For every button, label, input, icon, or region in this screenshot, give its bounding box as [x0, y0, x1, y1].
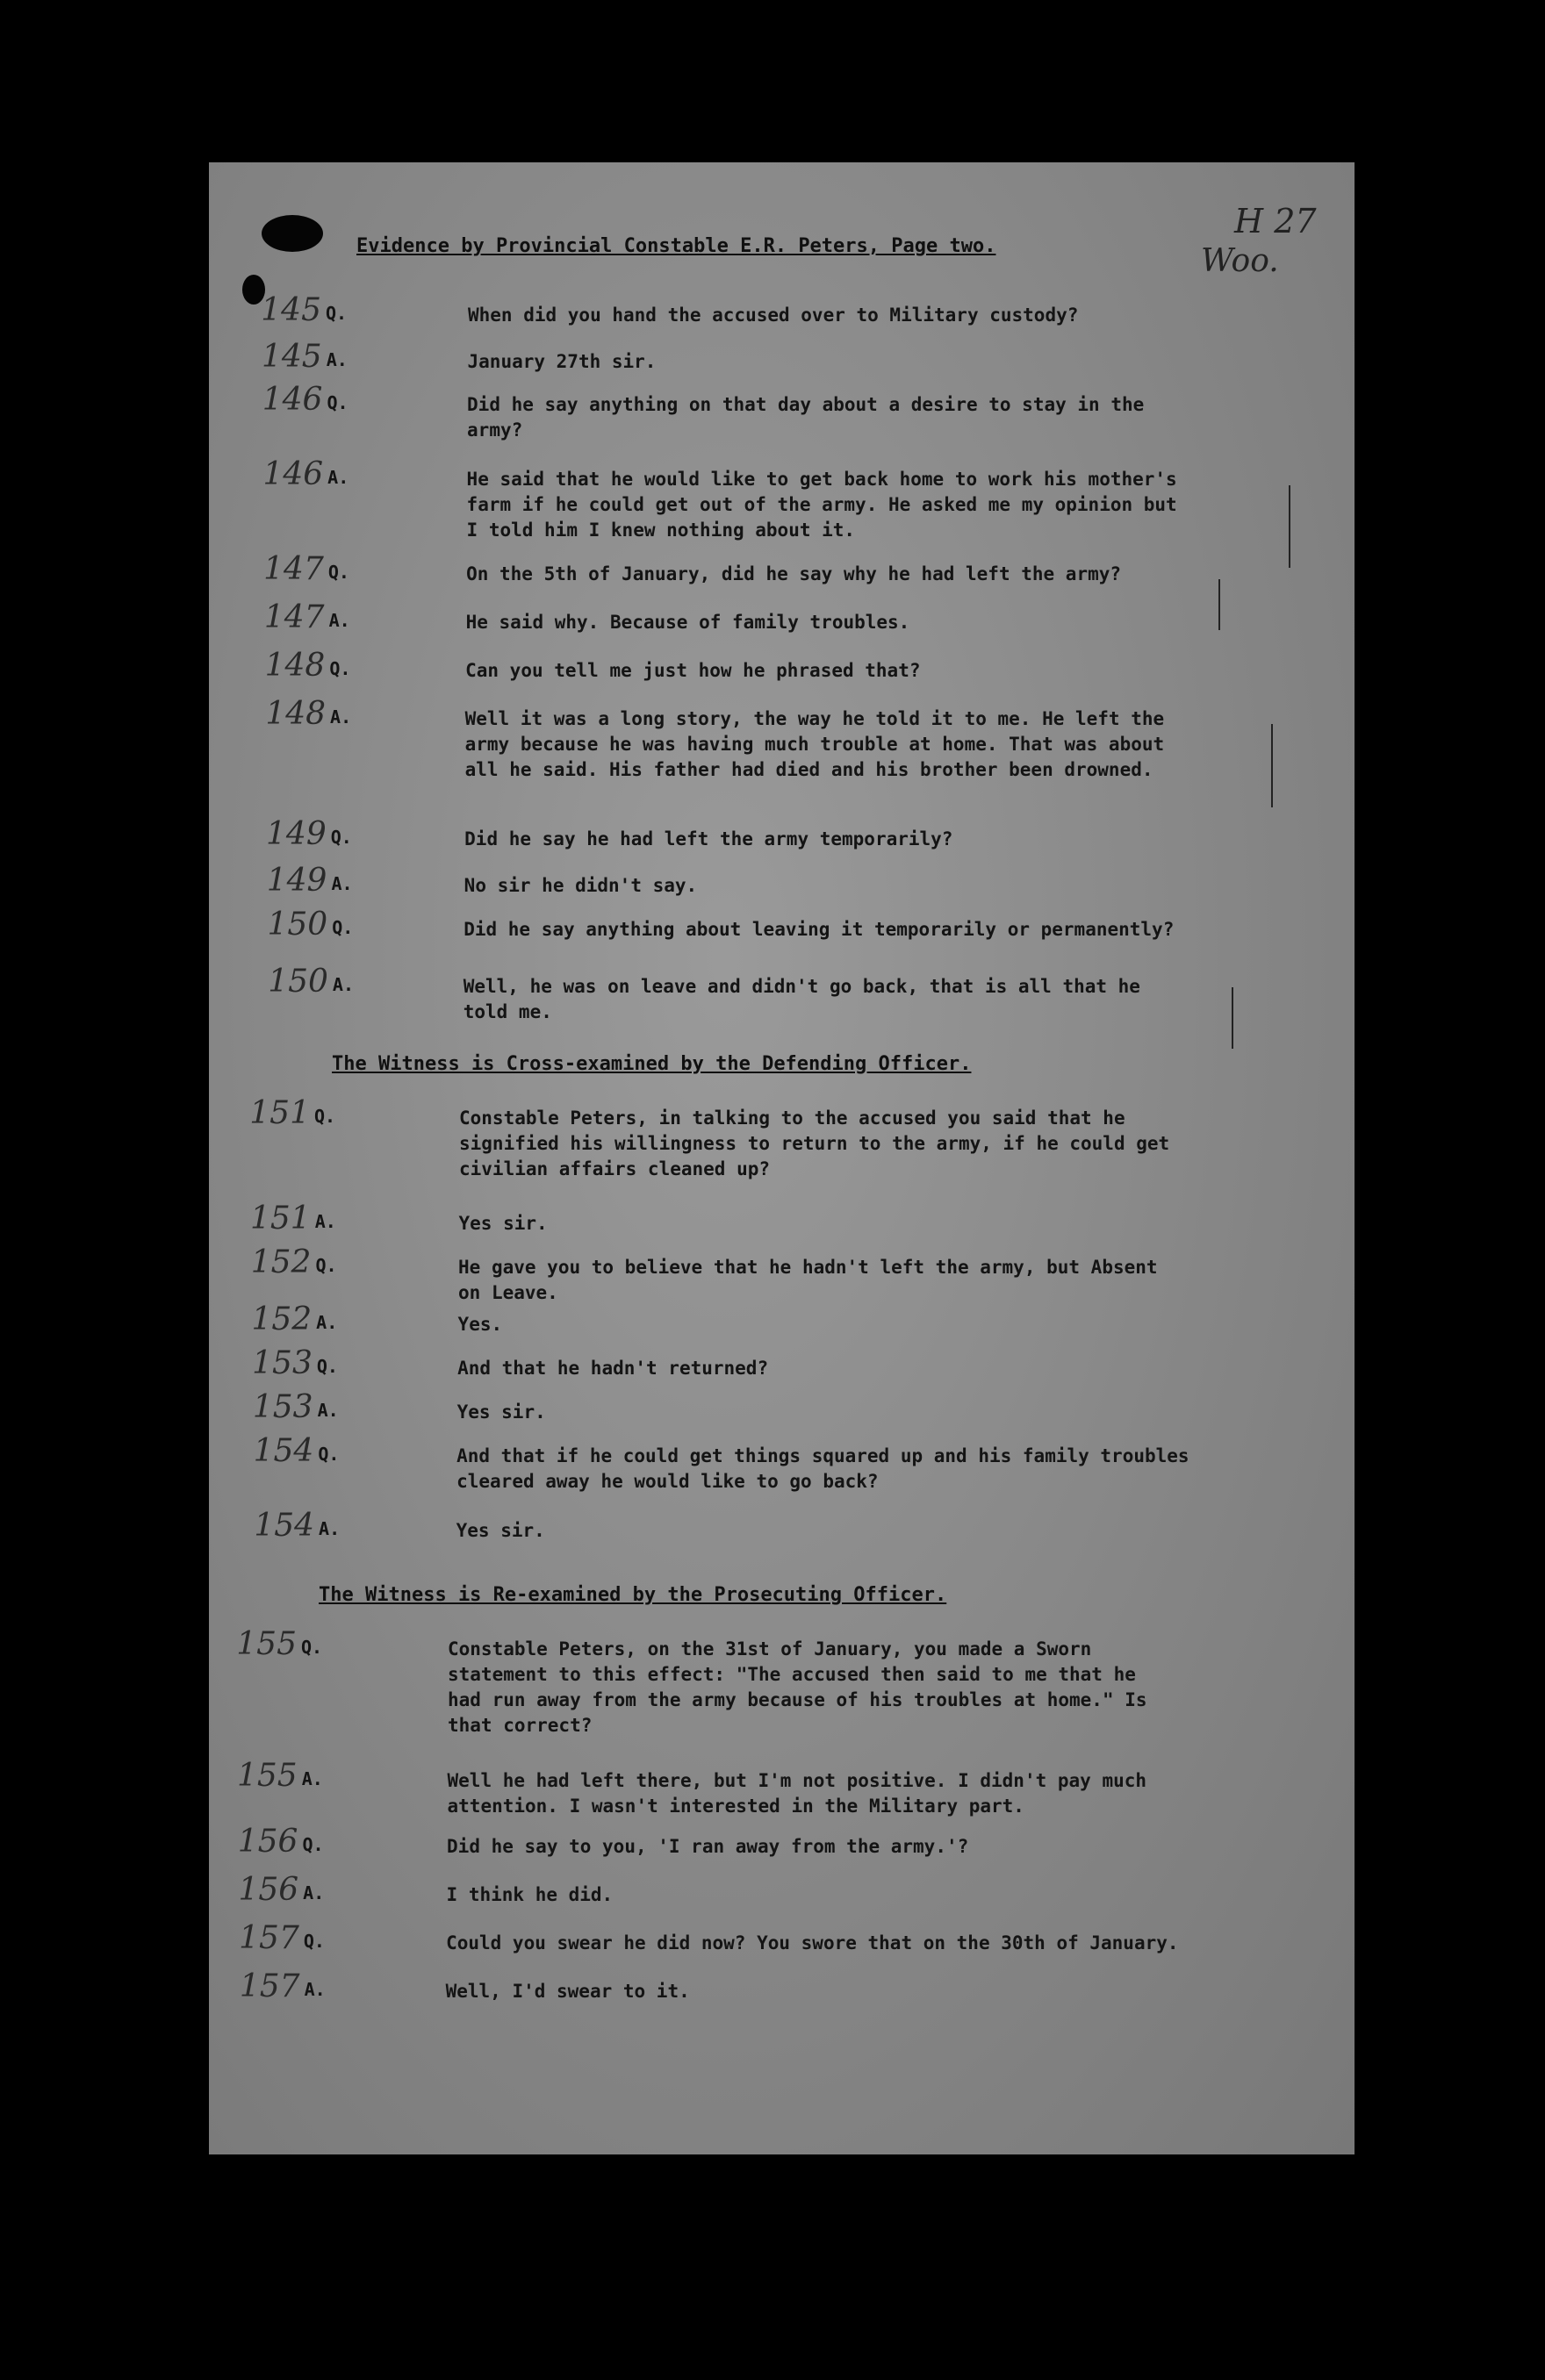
question-marker: Q.	[326, 303, 348, 324]
corner-mark-top: H 27	[1234, 202, 1317, 240]
answer-marker: A.	[314, 1211, 336, 1232]
entry-number: 157	[239, 1920, 299, 1956]
entry-number: 147	[263, 599, 325, 635]
question-marker: Q.	[315, 1255, 337, 1276]
answer-marker: A.	[328, 610, 350, 631]
question-text: Could you swear he did now? You swore that on the 30th of January.	[446, 1932, 1179, 1953]
answer-marker: A.	[327, 467, 349, 488]
question-text: Did he say anything about leaving it temporarily or permanently?	[464, 919, 1175, 940]
answer-marker: A.	[304, 1979, 326, 2000]
question-text: And that if he could get things squared up and his family troubles cleared away he would like to go back?	[456, 1445, 1189, 1492]
answer-text: Well, he was on leave and didn't go back, that is all that he told me.	[463, 976, 1140, 1022]
question-text: When did you hand the accused over to Military custody?	[468, 305, 1079, 326]
question-marker: Q.	[332, 917, 354, 938]
answer-text: Yes sir.	[456, 1401, 546, 1423]
question-text: Constable Peters, in talking to the accused you said that he signified his willingness to return to the army, if he could get civilian affairs cleaned up?	[459, 1108, 1170, 1179]
entry-number: 150	[268, 964, 328, 1000]
margin-line	[1218, 579, 1220, 630]
margin-line	[1232, 987, 1233, 1049]
question-text: Did he say anything on that day about a desire to stay in the army?	[467, 394, 1145, 441]
section-heading: The Witness is Cross-examined by the Defending Officer.	[332, 1053, 972, 1075]
question-marker: Q.	[327, 562, 349, 583]
section-heading: The Witness is Re-examined by the Prosecuting Officer.	[319, 1584, 947, 1606]
entry-number: 155	[236, 1626, 297, 1662]
entry-number: 152	[250, 1244, 312, 1280]
entry-number: 149	[266, 863, 327, 899]
margin-line	[1271, 724, 1273, 807]
entry-number: 150	[267, 907, 328, 943]
entry-number: 148	[264, 648, 326, 684]
answer-text: I think he did.	[446, 1884, 614, 1905]
question-marker: Q.	[318, 1444, 340, 1465]
answer-marker: A.	[319, 1518, 341, 1539]
entry-number: 148	[265, 696, 327, 732]
answer-marker: A.	[301, 1768, 323, 1789]
entry-number: 147	[263, 551, 324, 587]
answer-text: No sir he didn't say.	[464, 875, 698, 896]
entry-number: 145	[261, 292, 321, 328]
entry-number: 152	[251, 1301, 313, 1337]
question-text: On the 5th of January, did he say why he had left the army?	[466, 563, 1122, 584]
answer-text: He said that he would like to get back home to work his mother's farm if he could get out of the army. He asked me my opinion but I told him I knew nothing about it.	[466, 469, 1177, 541]
entry-number: 151	[249, 1095, 310, 1131]
entry-number: 151	[250, 1201, 311, 1237]
answer-text: Yes.	[457, 1314, 503, 1335]
question-text: Constable Peters, on the 31st of January, you made a Sworn statement to this effect: "The accused then said to me that he had run away from the army because of his troubles at home." Is that correct?	[448, 1638, 1147, 1736]
answer-text: Well, I'd swear to it.	[445, 1981, 690, 2002]
answer-text: Well he had left there, but I'm not positive. I didn't pay much attention. I wasn't interested in the Military part.	[447, 1770, 1147, 1817]
question-marker: Q.	[301, 1637, 323, 1658]
answer-marker: A.	[317, 1400, 339, 1421]
question-text: And that he hadn't returned?	[457, 1358, 769, 1379]
answer-marker: A.	[303, 1882, 325, 1903]
question-text: Did he say he had left the army temporarily?	[464, 828, 953, 849]
answer-text: January 27th sir.	[467, 351, 657, 372]
entry-number: 157	[239, 1968, 300, 2004]
answer-marker: A.	[331, 873, 353, 894]
answer-text: Yes sir.	[456, 1520, 545, 1541]
question-marker: Q.	[327, 392, 349, 413]
entry-number: 146	[262, 382, 323, 418]
answer-marker: A.	[326, 349, 348, 370]
question-text: Can you tell me just how he phrased that?	[465, 660, 921, 681]
answer-text: Yes sir.	[458, 1213, 548, 1234]
question-marker: Q.	[329, 658, 351, 679]
question-text: He gave you to believe that he hadn't left the army, but Absent on Leave.	[458, 1257, 1158, 1303]
question-marker: Q.	[330, 827, 352, 848]
entry-number: 145	[262, 339, 322, 375]
entry-number: 153	[252, 1389, 313, 1425]
corner-mark-bottom: Woo.	[1201, 243, 1279, 279]
entry-number: 149	[266, 816, 327, 852]
answer-marker: A.	[316, 1312, 338, 1333]
entry-number: 146	[262, 456, 324, 492]
answer-text: Well it was a long story, the way he told it to me. He left the army because he was having much trouble at home. That was about all he said. His father had died and his brother been drowned.	[464, 708, 1165, 780]
entry-number: 153	[252, 1345, 313, 1381]
ink-blot-top	[262, 215, 323, 252]
question-marker: Q.	[314, 1106, 336, 1127]
document-page	[209, 162, 1355, 2154]
question-marker: Q.	[303, 1931, 325, 1952]
question-marker: Q.	[302, 1834, 324, 1855]
entry-number: 154	[254, 1508, 315, 1544]
answer-text: He said why. Because of family troubles.	[465, 612, 910, 633]
question-text: Did he say to you, 'I ran away from the army.'?	[447, 1836, 969, 1857]
entry-number: 156	[238, 1872, 299, 1908]
entry-number: 155	[237, 1758, 298, 1794]
answer-marker: A.	[330, 706, 352, 728]
entry-number: 154	[253, 1433, 314, 1469]
question-marker: Q.	[316, 1356, 338, 1377]
margin-line	[1289, 485, 1290, 568]
answer-marker: A.	[332, 974, 354, 995]
entry-number: 156	[237, 1824, 298, 1860]
page-heading: Evidence by Provincial Constable E.R. Peters, Page two.	[356, 235, 996, 257]
